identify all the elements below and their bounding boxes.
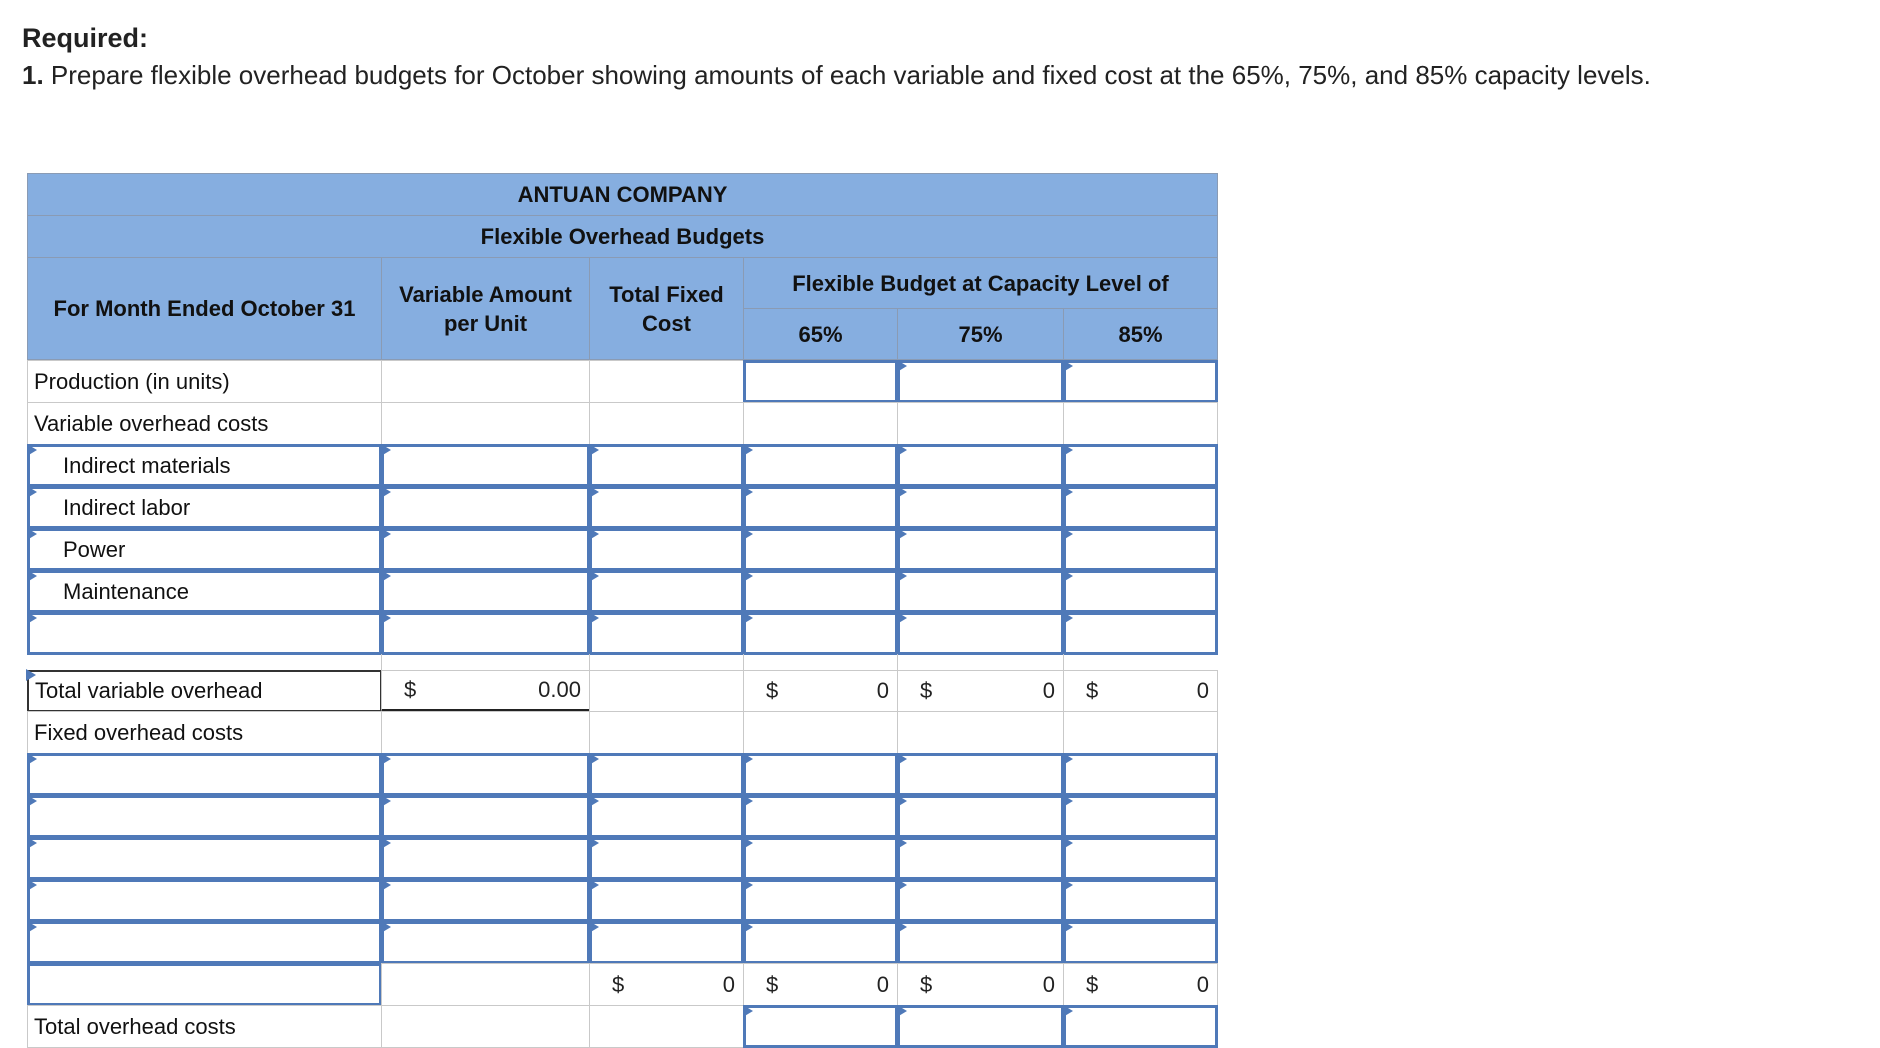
total-overhead-label: Total overhead costs [27, 1005, 382, 1048]
currency-symbol: $ [404, 677, 417, 702]
indirect-labor-label[interactable]: Indirect labor [27, 486, 382, 529]
fixed-row-2-fixed-input[interactable] [589, 795, 744, 838]
currency-symbol: $ [766, 678, 779, 703]
total-overhead-65-input[interactable] [743, 1005, 898, 1048]
fixed-header-cell-5 [1063, 711, 1218, 754]
variable-amount-header: Variable Amount per Unit [381, 257, 590, 360]
fixed-header-cell-1 [381, 711, 590, 754]
maintenance-85-input[interactable] [1063, 570, 1218, 613]
required-title: Required: [22, 23, 149, 53]
fixed-row-3-variable-input[interactable] [381, 837, 590, 880]
power-75-input[interactable] [897, 528, 1064, 571]
indirect-materials-75-input[interactable] [897, 444, 1064, 487]
fixed-overhead-label: Fixed overhead costs [27, 711, 382, 754]
required-text [22, 58, 1802, 92]
level-75-header: 75% [897, 308, 1064, 360]
fixed-row-5-label-input[interactable] [27, 921, 382, 964]
fixed-row-5-75-input[interactable] [897, 921, 1064, 964]
indirect-labor-fixed-input[interactable] [589, 486, 744, 529]
spacer-line-2 [589, 654, 590, 670]
total-overhead-75-input[interactable] [897, 1005, 1064, 1048]
production-fixed-cell [589, 360, 744, 403]
maintenance-label[interactable]: Maintenance [27, 570, 382, 613]
fixed-row-1-65-input[interactable] [743, 753, 898, 796]
flexible-budget-table [27, 173, 1218, 1039]
total-variable-65-value: 0 [876, 678, 889, 703]
fixed-header-cell-4 [897, 711, 1064, 754]
fixed-row-1-fixed-input[interactable] [589, 753, 744, 796]
production-label: Production (in units) [27, 360, 382, 403]
total-variable-65-cell [743, 670, 898, 712]
variable-header-cell-1 [381, 402, 590, 445]
fixed-row-2-75-input[interactable] [897, 795, 1064, 838]
variable-extra-85-input[interactable] [1063, 612, 1218, 655]
fixed-header-cell-3 [743, 711, 898, 754]
indirect-materials-label[interactable]: Indirect materials [27, 444, 382, 487]
variable-header-cell-4 [897, 402, 1064, 445]
total-variable-85-value: 0 [1196, 678, 1209, 703]
currency-symbol: $ [920, 971, 933, 997]
fixed-row-4-label-input[interactable] [27, 879, 382, 922]
indirect-labor-85-input[interactable] [1063, 486, 1218, 529]
total-fixed-header: Total Fixed Cost [589, 257, 744, 360]
variable-extra-65-input[interactable] [743, 612, 898, 655]
fixed-row-5-variable-input[interactable] [381, 921, 590, 964]
total-fixed-75-value: 0 [1042, 971, 1055, 997]
total-variable-variable-value: 0.00 [538, 677, 581, 702]
required-number: 1. [22, 60, 44, 90]
total-fixed-85-cell [1063, 963, 1218, 1006]
level-85-header: 85% [1063, 308, 1218, 360]
indirect-labor-variable-input[interactable] [381, 486, 590, 529]
total-fixed-65-value: 0 [876, 971, 889, 997]
production-65-input[interactable] [743, 360, 898, 403]
required-section [22, 22, 1802, 92]
fixed-row-2-variable-input[interactable] [381, 795, 590, 838]
variable-extra-fixed-input[interactable] [589, 612, 744, 655]
total-fixed-65-cell [743, 963, 898, 1006]
variable-overhead-label: Variable overhead costs [27, 402, 382, 445]
total-variable-75-cell [897, 670, 1064, 712]
total-variable-fixed-cell [589, 670, 744, 712]
production-variable-cell [381, 360, 590, 403]
fixed-row-5-fixed-input[interactable] [589, 921, 744, 964]
indirect-labor-75-input[interactable] [897, 486, 1064, 529]
fixed-row-4-variable-input[interactable] [381, 879, 590, 922]
fixed-row-4-85-input[interactable] [1063, 879, 1218, 922]
fixed-row-1-75-input[interactable] [897, 753, 1064, 796]
power-variable-input[interactable] [381, 528, 590, 571]
variable-header-cell-5 [1063, 402, 1218, 445]
indirect-materials-65-input[interactable] [743, 444, 898, 487]
power-65-input[interactable] [743, 528, 898, 571]
variable-extra-75-input[interactable] [897, 612, 1064, 655]
maintenance-65-input[interactable] [743, 570, 898, 613]
variable-extra-variable-input[interactable] [381, 612, 590, 655]
fixed-row-3-fixed-input[interactable] [589, 837, 744, 880]
table-subtitle: Flexible Overhead Budgets [27, 215, 1218, 258]
maintenance-variable-input[interactable] [381, 570, 590, 613]
period-header: For Month Ended October 31 [27, 257, 382, 360]
total-fixed-label-input[interactable] [27, 963, 382, 1006]
fixed-row-1-variable-input[interactable] [381, 753, 590, 796]
total-overhead-fixed-cell [589, 1005, 744, 1048]
total-variable-variable-cell [381, 670, 590, 712]
fixed-row-3-75-input[interactable] [897, 837, 1064, 880]
total-fixed-variable-cell [381, 963, 590, 1006]
power-fixed-input[interactable] [589, 528, 744, 571]
power-label[interactable]: Power [27, 528, 382, 571]
fixed-row-3-label-input[interactable] [27, 837, 382, 880]
total-overhead-85-input[interactable] [1063, 1005, 1218, 1048]
production-85-input[interactable] [1063, 360, 1218, 403]
fixed-row-2-label-input[interactable] [27, 795, 382, 838]
required-instruction: Prepare flexible overhead budgets for October showing amounts of each variable and fixed cost at the 65%, 75%, and 85% capacity levels. [50, 60, 1651, 90]
maintenance-75-input[interactable] [897, 570, 1064, 613]
variable-header-cell-2 [589, 402, 744, 445]
company-name: ANTUAN COMPANY [27, 173, 1218, 216]
spacer-line-3 [743, 654, 744, 670]
fixed-header-cell-2 [589, 711, 744, 754]
variable-header-cell-3 [743, 402, 898, 445]
fixed-row-3-65-input[interactable] [743, 837, 898, 880]
fixed-row-1-85-input[interactable] [1063, 753, 1218, 796]
fixed-row-5-65-input[interactable] [743, 921, 898, 964]
power-85-input[interactable] [1063, 528, 1218, 571]
flex-budget-header: Flexible Budget at Capacity Level of [743, 257, 1218, 309]
currency-symbol: $ [920, 678, 933, 703]
indirect-materials-fixed-input[interactable] [589, 444, 744, 487]
fixed-row-1-label-input[interactable] [27, 753, 382, 796]
currency-symbol: $ [1086, 678, 1099, 703]
fixed-row-5-85-input[interactable] [1063, 921, 1218, 964]
total-fixed-fixed-cell [589, 963, 744, 1006]
total-fixed-75-cell [897, 963, 1064, 1006]
currency-symbol: $ [766, 971, 779, 997]
spacer-line-5 [1063, 654, 1064, 670]
currency-symbol: $ [612, 971, 625, 997]
fixed-row-3-85-input[interactable] [1063, 837, 1218, 880]
fixed-row-2-85-input[interactable] [1063, 795, 1218, 838]
indirect-materials-variable-input[interactable] [381, 444, 590, 487]
production-75-input[interactable] [897, 360, 1064, 403]
level-65-header: 65% [743, 308, 898, 360]
indirect-labor-65-input[interactable] [743, 486, 898, 529]
indirect-materials-85-input[interactable] [1063, 444, 1218, 487]
fixed-row-4-65-input[interactable] [743, 879, 898, 922]
spacer-line-1 [381, 654, 382, 670]
total-overhead-variable-cell [381, 1005, 590, 1048]
total-variable-label[interactable]: Total variable overhead [27, 670, 382, 712]
fixed-row-4-fixed-input[interactable] [589, 879, 744, 922]
maintenance-fixed-input[interactable] [589, 570, 744, 613]
fixed-row-4-75-input[interactable] [897, 879, 1064, 922]
total-fixed-fixed-value: 0 [722, 971, 735, 997]
total-variable-85-cell [1063, 670, 1218, 712]
fixed-row-2-65-input[interactable] [743, 795, 898, 838]
currency-symbol: $ [1086, 971, 1099, 997]
variable-extra-label-input[interactable] [27, 612, 382, 655]
total-fixed-85-value: 0 [1196, 971, 1209, 997]
spacer-line-4 [897, 654, 898, 670]
total-variable-75-value: 0 [1042, 678, 1055, 703]
